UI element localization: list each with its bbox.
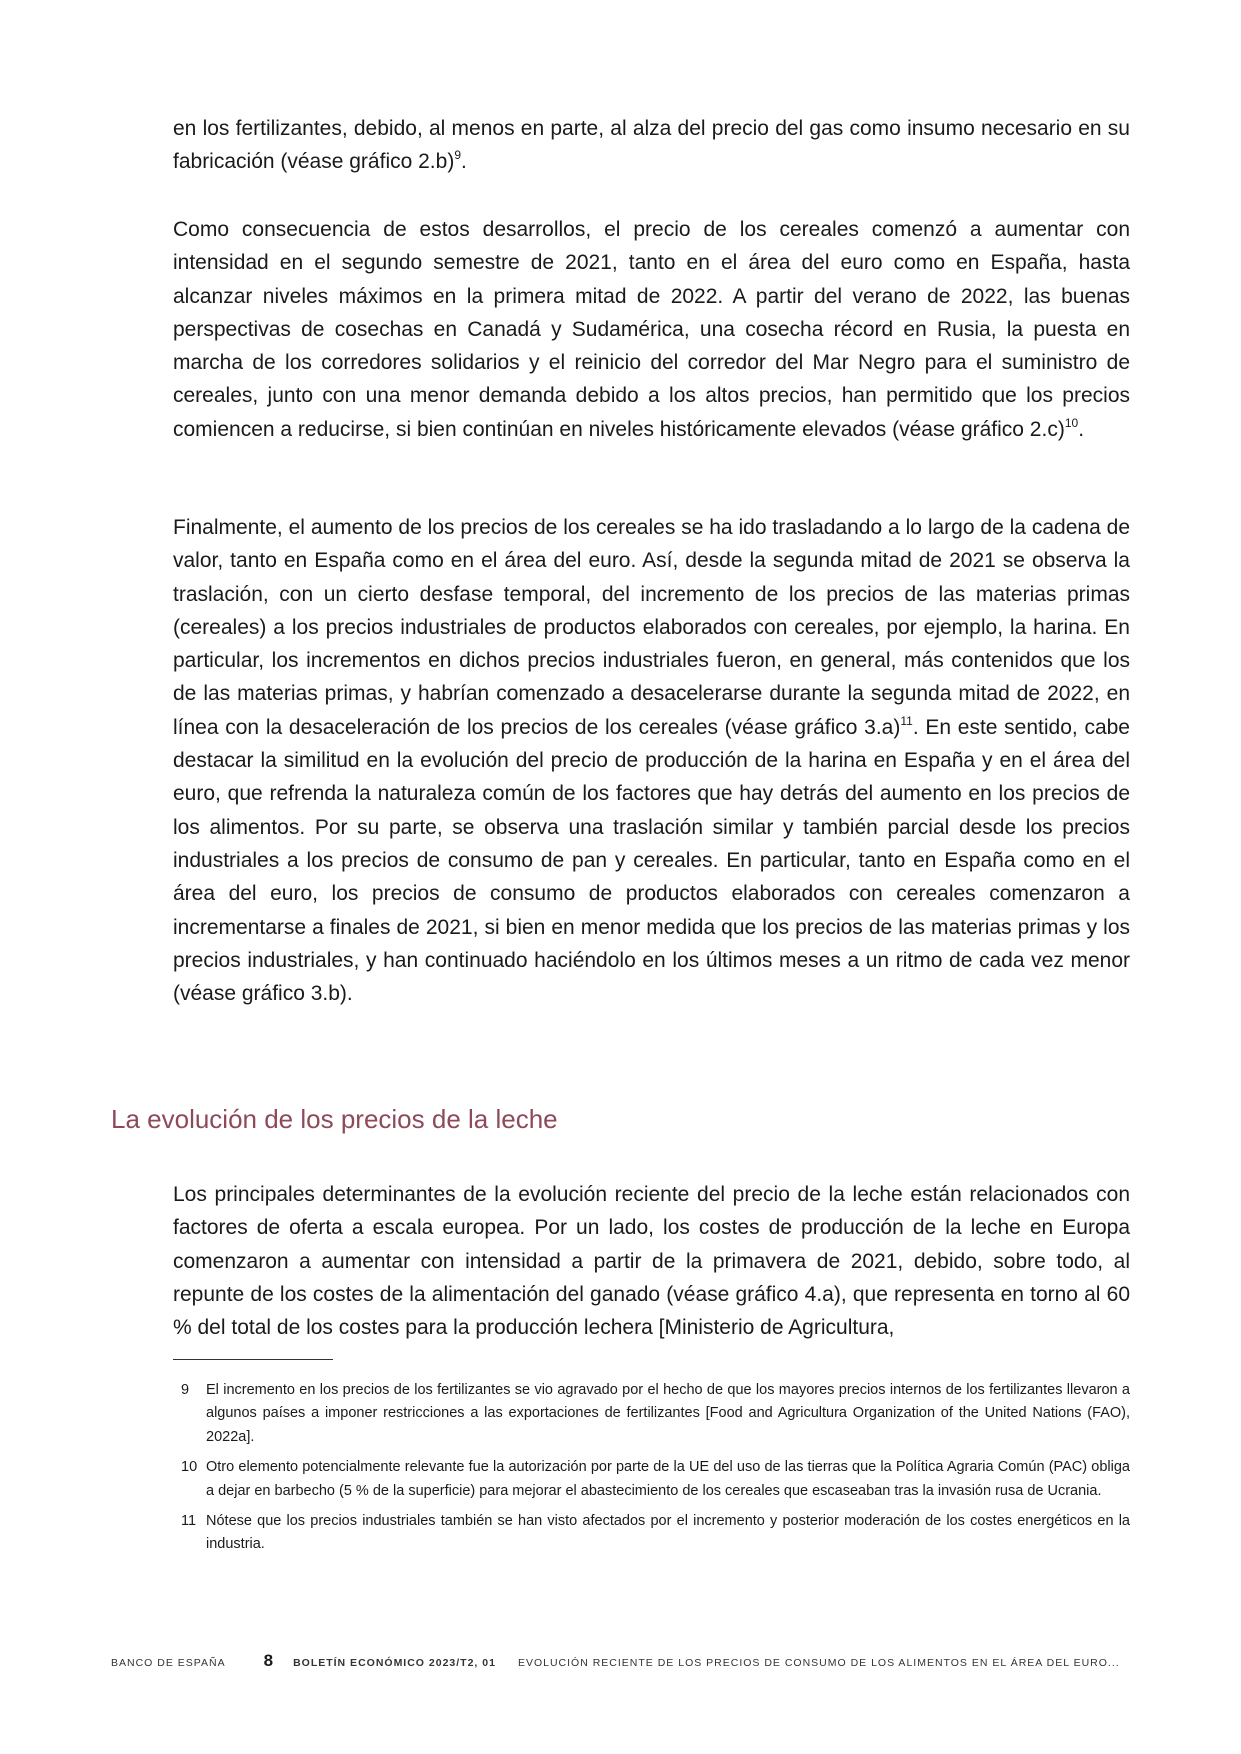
footnote-10 — [173, 1456, 1130, 1503]
footnote-number: 10 — [181, 1459, 198, 1476]
footnote-ref-11[interactable]: 11 — [900, 713, 913, 728]
paragraph-text: Finalmente, el aumento de los precios de los cereales se ha ido trasladando a lo largo de la cadena de valor, tanto en España como en el área del euro. Así, desde la segunda mitad de 2021 se observa la traslación, con un cierto desfase temporal, del incremento de los precios de las materias primas (cereales) a los precios industriales de productos elaborados con cereales, por ejemplo, la harina. En particular, los incrementos en dichos precios industriales fueron, en general, más contenidos que los de las materias primas, y habrían comenzado a desacelerarse durante la segunda mitad de 2022, en línea con la desaceleración de los precios de los cereales (véase gráfico 3.a) — [173, 516, 1130, 739]
footnote-text: Otro elemento potencialmente relevante fue la autorización por parte de la UE del uso de las tierras que la Política Agraria Común (PAC) obliga a dejar en barbecho (5 % de la superficie) para mejorar el abastecimiento de los cereales que escaseaban tras la invasión rusa de Ucrania. — [206, 1459, 1130, 1499]
paragraph-milk-prices — [173, 1178, 1130, 1344]
paragraph-fertilizers — [173, 112, 1130, 179]
footnote-number: 9 — [181, 1382, 190, 1398]
footer-publication: BOLETÍN ECONÓMICO 2023/T2, 01 — [293, 1657, 496, 1669]
footnote-11 — [173, 1510, 1130, 1557]
running-footer — [111, 1651, 1131, 1675]
paragraph-tail: . En este sentido, cabe destacar la similitud en la evolución del precio de producción de la harina en España y en el área del euro, que refrenda la naturaleza común de los factores que hay detrás del aumento en los precios de los alimentos. Por su parte, se observa una traslación similar y también parcial desde los precios industriales a los precios de consumo de pan y cereales. En particular, tanto en España como en el área del euro, los precios de consumo de productos elaborados con cereales comenzaron a incrementarse a finales de 2021, si bien en menor medida que los precios de las materias primas y los precios industriales, y han continuado haciéndolo en los últimos meses a un ritmo de cada vez menor (véase gráfico 3.b). — [173, 715, 1130, 1006]
section-heading: La evolución de los precios de la leche — [111, 1104, 558, 1134]
paragraph-value-chain — [173, 511, 1130, 1010]
footnote-number: 11 — [181, 1513, 197, 1530]
paragraph-text: Los principales determinantes de la evolución reciente del precio de la leche están relacionados con factores de oferta a escala europea. Por un lado, los costes de producción de la leche en Europa comenzaron a aumentar con intensidad a partir de la primavera de 2021, debido, sobre todo, al repunte de los costes de la alimentación del ganado (véase gráfico 4.a), que representa en torno al 60 % del total de los costes para la producción lechera [Ministerio de Agricultura, — [173, 1183, 1130, 1340]
footnote-divider — [173, 1359, 333, 1360]
footnote-ref-10[interactable]: 10 — [1064, 415, 1079, 430]
footnote-text: El incremento en los precios de los fertilizantes se vio agravado por el hecho de que los mayores precios internos de los fertilizantes llevaron a algunos países a imponer restricciones a las exportaciones de fertilizantes [Food and Agricultura Organization of the United Nations (FAO), 2022a]. — [206, 1382, 1130, 1445]
paragraph-text: en los fertilizantes, debido, al menos en parte, al alza del precio del gas como insumo necesario en su fabricación (véase gráfico 2.b) — [173, 117, 1130, 174]
page-number: 8 — [263, 1651, 274, 1670]
paragraph-tail: . — [461, 150, 467, 174]
footnotes — [173, 1379, 1130, 1564]
footer-article-title: EVOLUCIÓN RECIENTE DE LOS PRECIOS DE CONSUMO DE LOS ALIMENTOS EN EL ÁREA DEL EURO... — [517, 1657, 1120, 1669]
paragraph-text: Como consecuencia de estos desarrollos, el precio de los cereales comenzó a aumentar con intensidad en el segundo semestre de 2021, tanto en el área del euro como en España, hasta alcanzar niveles máximos en la primera mitad de 2022. A partir del verano de 2022, las buenas perspectivas de cosechas en Canadá y Sudamérica, una cosecha récord en Rusia, la puesta en marcha de los corredores solidarios y el reinicio del corredor del Mar Negro para el suministro de cereales, junto con una menor demanda debido a los altos precios, han permitido que los precios comiencen a reducirse, si bien continúan en niveles históricamente elevados (véase gráfico 2.c) — [173, 218, 1130, 441]
paragraph-tail: . — [1078, 417, 1085, 441]
footnote-text: Nótese que los precios industriales también se han visto afectados por el incremento y posterior moderación de los costes energéticos en la industria. — [206, 1513, 1130, 1553]
footer-organization: BANCO DE ESPAÑA — [111, 1657, 226, 1669]
footnote-ref-9[interactable]: 9 — [454, 148, 461, 163]
paragraph-cereal-prices — [173, 213, 1130, 446]
footnote-9 — [173, 1379, 1130, 1449]
